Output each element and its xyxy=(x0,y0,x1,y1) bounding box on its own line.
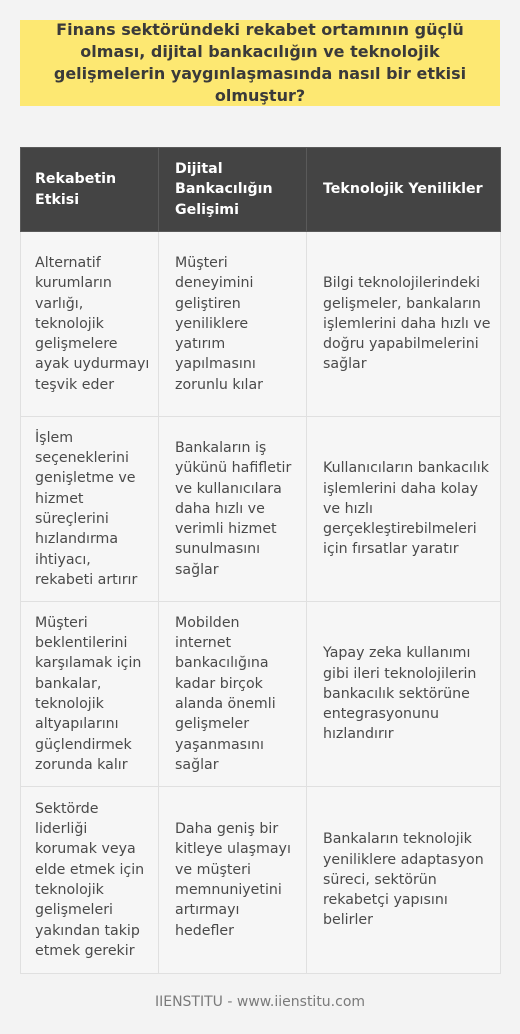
table-cell: Bankaların iş yükünü hafifletir ve kullanıcılara daha hızlı ve verimli hizmet sunulmasını sağlar xyxy=(159,417,307,602)
table-cell: Bilgi teknolojilerindeki gelişmeler, bankaların işlemlerini daha hızlı ve doğru yapabilmelerini sağlar xyxy=(307,232,501,417)
table-cell: Sektörde liderliği korumak veya elde etmek için teknolojik gelişmeleri yakından takip etmek gerekir xyxy=(21,787,159,974)
footer-credit: IIENSTITU - www.iienstitu.com xyxy=(154,994,366,1010)
table-cell: Mobilden internet bankacılığına kadar birçok alanda önemli gelişmeler yaşanmasını sağlar xyxy=(159,602,307,787)
comparison-table xyxy=(20,147,501,974)
column-header: Rekabetin Etkisi xyxy=(21,148,159,232)
page-title: Finans sektöründeki rekabet ortamının güçlü olması, dijital bankacılığın ve teknolojik gelişmelerin yaygınlaşmasında nasıl bir etkisi olmuştur? xyxy=(20,20,500,106)
table-cell: Daha geniş bir kitleye ulaşmayı ve müşteri memnuniyetini artırmayı hedefler xyxy=(159,787,307,974)
table-cell: Yapay zeka kullanımı gibi ileri teknolojilerin bankacılık sektörüne entegrasyonunu hızlandırır xyxy=(307,602,501,787)
table-cell: İşlem seçeneklerini genişletme ve hizmet süreçlerini hızlandırma ihtiyacı, rekabeti artırır xyxy=(21,417,159,602)
table-cell: Müşteri beklentilerini karşılamak için bankalar, teknolojik altyapılarını güçlendirmek zorunda kalır xyxy=(21,602,159,787)
table-row xyxy=(21,417,501,602)
table-row xyxy=(21,787,501,974)
table-cell: Kullanıcıların bankacılık işlemlerini daha kolay ve hızlı gerçekleştirebilmeleri için fırsatlar yaratır xyxy=(307,417,501,602)
table-cell: Müşteri deneyimini geliştiren yeniliklere yatırım yapılmasını zorunlu kılar xyxy=(159,232,307,417)
table-cell: Alternatif kurumların varlığı, teknolojik gelişmelere ayak uydurmayı teşvik eder xyxy=(21,232,159,417)
table-row xyxy=(21,232,501,417)
table-cell: Bankaların teknolojik yeniliklere adaptasyon süreci, sektörün rekabetçi yapısını belirler xyxy=(307,787,501,974)
column-header: Teknolojik Yenilikler xyxy=(307,148,501,232)
column-header: Dijital Bankacılığın Gelişimi xyxy=(159,148,307,232)
table-row xyxy=(21,602,501,787)
table-header-row xyxy=(21,148,501,232)
